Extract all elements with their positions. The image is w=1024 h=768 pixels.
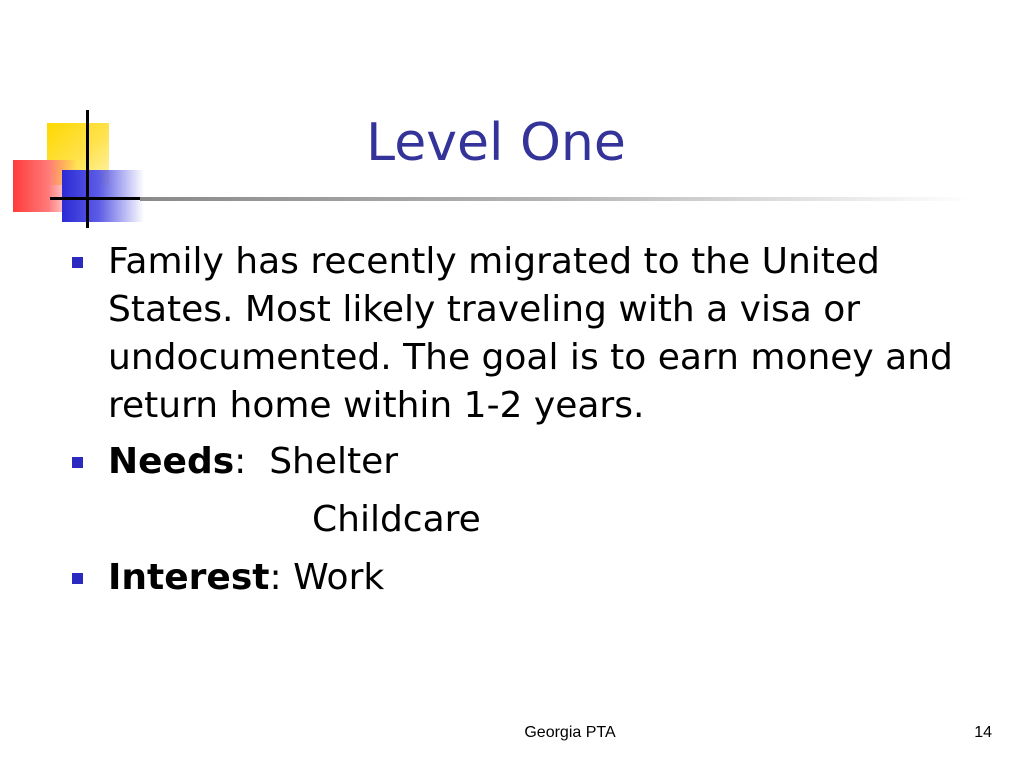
bullet-separator: : [234,441,247,482]
bullet-item-interest [72,554,962,602]
bullet-continuation: Childcare [312,499,481,540]
bullet-item-description [72,238,962,430]
bullet-separator: : [269,557,282,598]
bullet-label: Interest [108,557,270,598]
logo-blue-square [62,170,144,222]
bullet-label: Needs [108,441,235,482]
title-underline-rule [140,197,970,201]
page-number: 14 [974,724,992,741]
square-bullet-icon [72,457,83,468]
bullet-list [72,238,962,610]
bullet-item-needs [72,438,962,544]
footer-organization: Georgia PTA [524,724,616,741]
square-bullet-icon [72,573,83,584]
bullet-text: Family has recently migrated to the United States. Most likely traveling with a visa or undocumented. The goal is to earn money and return home within 1-2 years. [108,241,953,426]
logo-horizontal-line [50,197,145,200]
square-bullet-icon [72,257,83,268]
bullet-value: Shelter [269,441,399,482]
bullet-value: Work [293,557,385,598]
slide-title: Level One [366,113,626,173]
